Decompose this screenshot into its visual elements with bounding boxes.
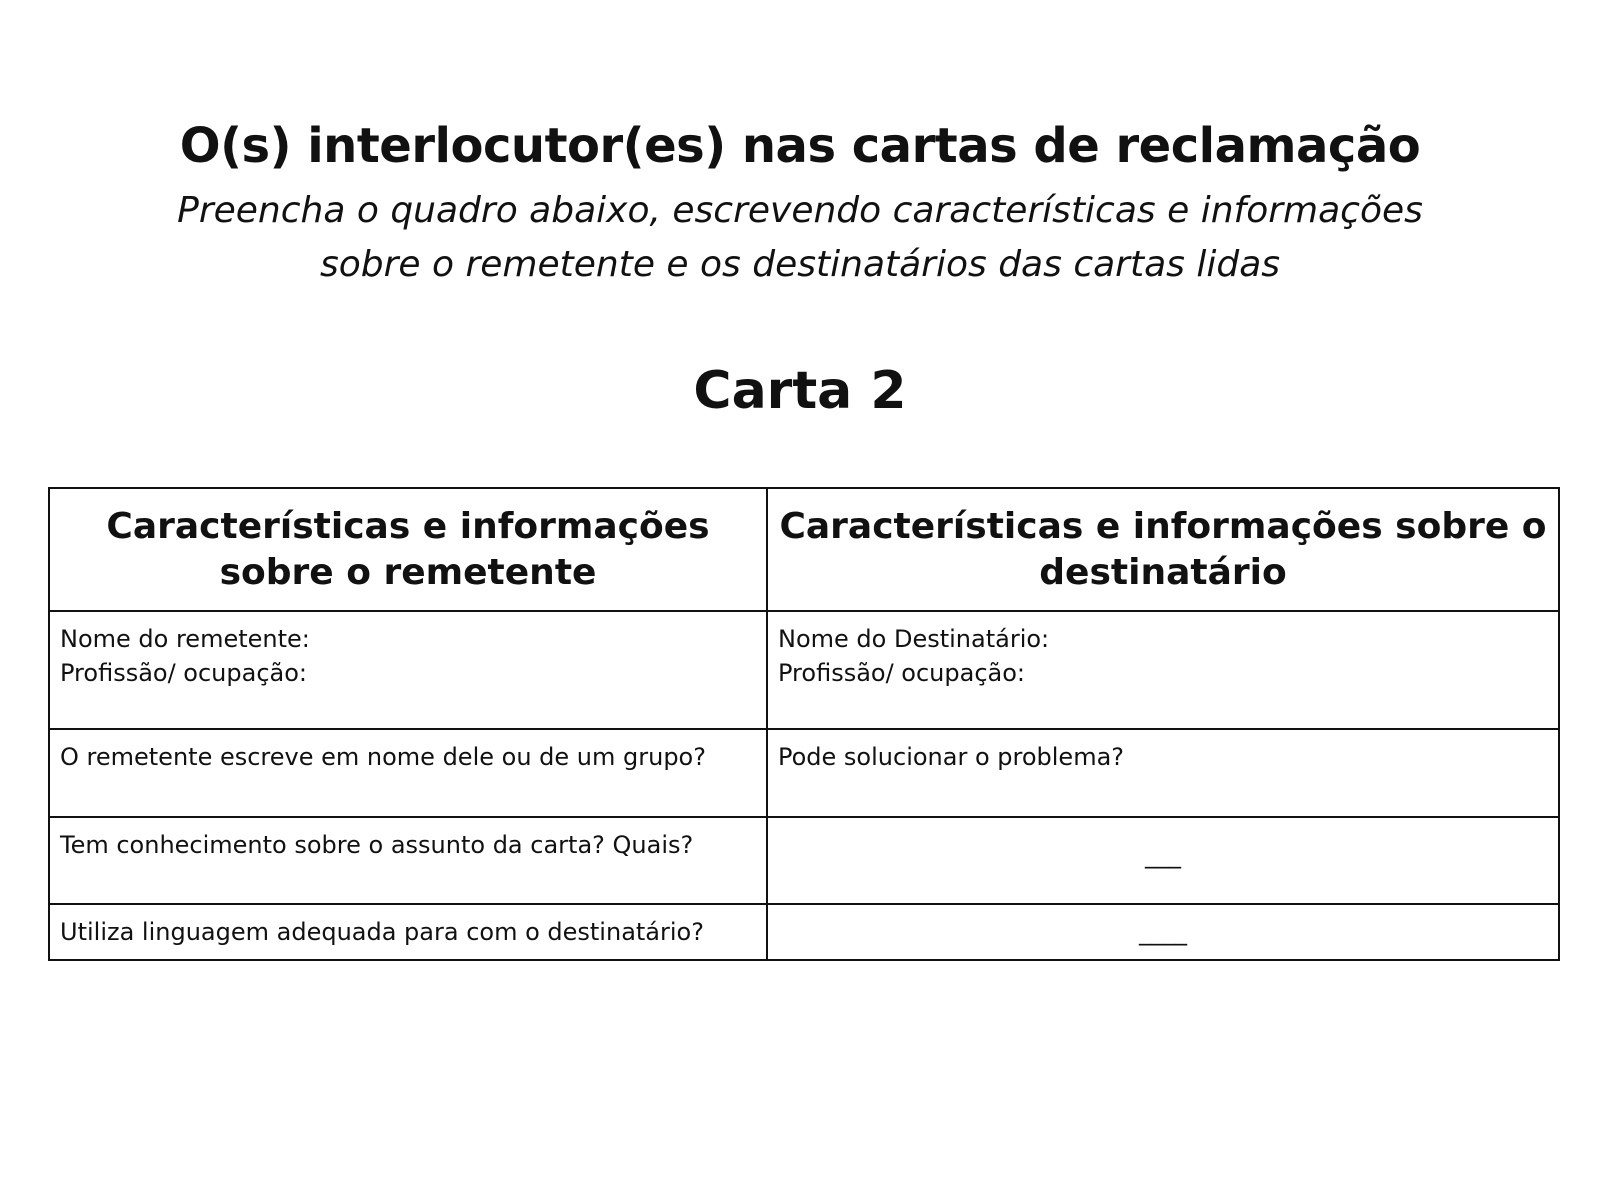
interlocutor-table: [48, 487, 1560, 961]
sender-language-label: Utiliza linguagem adequada para com o destinatário?: [60, 918, 704, 946]
document-header: [0, 116, 1600, 292]
sender-knowledge-label: Tem conhecimento sobre o assunto da carta? Quais?: [60, 831, 694, 859]
sender-occupation-label: Profissão/ ocupação:: [60, 659, 308, 687]
section-title: Carta 2: [693, 361, 907, 421]
recipient-name-occupation-cell[interactable]: [767, 611, 1559, 729]
table-row: [49, 817, 1559, 904]
recipient-blank-cell[interactable]: [767, 817, 1559, 904]
sender-name-occupation-cell[interactable]: [49, 611, 767, 729]
header-cell-sender: Características e informações sobre o remetente: [49, 488, 767, 611]
table-row: [49, 611, 1559, 729]
recipient-occupation-label: Profissão/ ocupação:: [778, 659, 1026, 687]
recipient-can-solve-cell[interactable]: [767, 729, 1559, 817]
recipient-blank-cell[interactable]: [767, 904, 1559, 960]
header-cell-recipient: Características e informações sobre o destinatário: [767, 488, 1559, 611]
page-subtitle-line-2: sobre o remetente e os destinatários das cartas lidas: [319, 244, 1281, 285]
sender-knowledge-cell[interactable]: [49, 817, 767, 904]
blank-line: ___: [1145, 841, 1181, 869]
blank-line: ____: [1139, 918, 1187, 946]
page-title: O(s) interlocutor(es) nas cartas de reclamação: [179, 118, 1421, 174]
table-header-row: [49, 488, 1559, 611]
table-row: [49, 729, 1559, 817]
sender-writes-for-cell[interactable]: [49, 729, 767, 817]
sender-name-label: Nome do remetente:: [60, 625, 310, 653]
recipient-name-label: Nome do Destinatário:: [778, 625, 1050, 653]
recipient-can-solve-label: Pode solucionar o problema?: [778, 743, 1125, 771]
sender-writes-for-label: O remetente escreve em nome dele ou de um grupo?: [60, 743, 706, 771]
table-row: [49, 904, 1559, 960]
page-subtitle-line-1: Preencha o quadro abaixo, escrevendo características e informações: [177, 190, 1423, 231]
page-subtitle: [0, 184, 1600, 292]
sender-language-cell[interactable]: [49, 904, 767, 960]
